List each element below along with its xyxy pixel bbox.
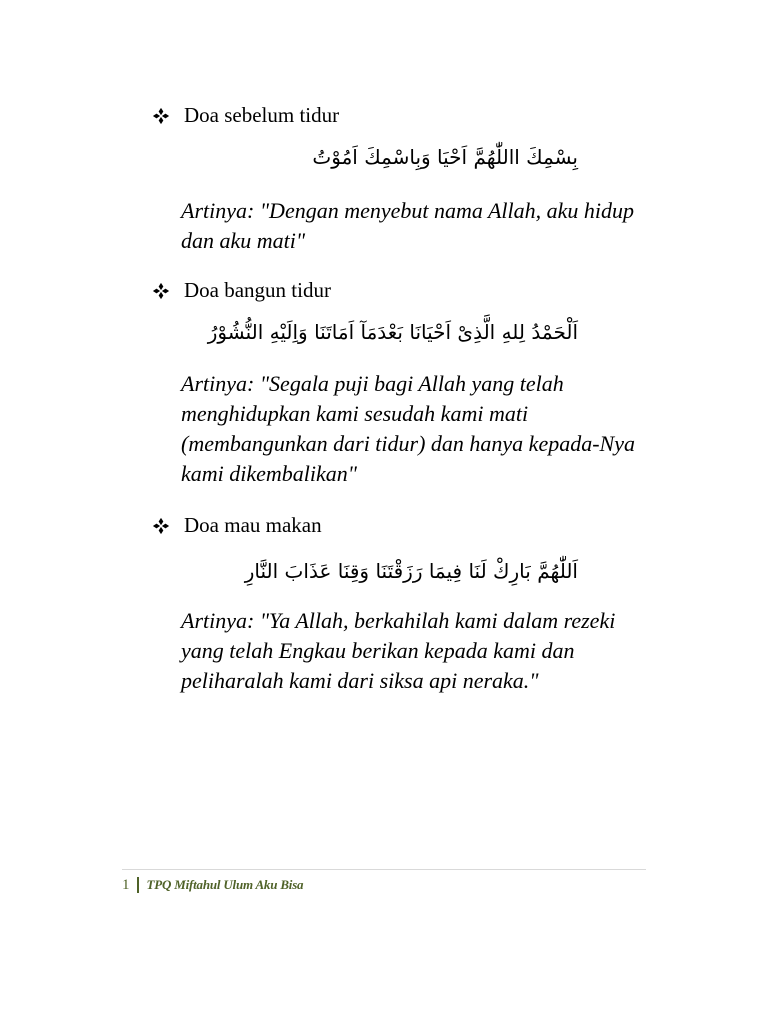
footer-divider (122, 869, 646, 870)
section-heading (152, 102, 339, 128)
arabic-prayer-text: اَلْحَمْدُ لِلهِ الَّذِىْ اَحْيَانَا بَعْدَمَآ اَمَاتَنَا وَاِلَيْهِ النُّشُوْرُ (207, 320, 578, 344)
diamond-bullet-icon (152, 104, 174, 126)
arabic-prayer-text: بِسْمِكَ االلّٰهُمَّ اَحْيَا وَبِاسْمِكَ اَمُوْتُ (312, 145, 578, 169)
footer-separator (137, 877, 139, 893)
section-heading-text: Doa mau makan (184, 513, 322, 537)
diamond-bullet-icon (152, 279, 174, 301)
page-number: 1 (122, 877, 130, 893)
page-footer (122, 875, 303, 895)
translation-text: Artinya: "Segala puji bagi Allah yang telah menghidupkan kami sesudah kami mati (membangunkan dari tidur) dan hanya kepada-Nya kami dikembalikan" (181, 371, 635, 486)
section-heading (152, 277, 331, 303)
translation-text: Artinya: "Ya Allah, berkahilah kami dalam rezeki yang telah Engkau berikan kepada kami dan peliharalah kami dari siksa api neraka." (181, 608, 616, 693)
translation-text: Artinya: "Dengan menyebut nama Allah, aku hidup dan aku mati" (181, 198, 635, 253)
section-heading (152, 512, 322, 538)
diamond-bullet-icon (152, 514, 174, 536)
footer-title: TPQ Miftahul Ulum Aku Bisa (146, 877, 304, 892)
section-heading-text: Doa bangun tidur (184, 278, 331, 302)
arabic-prayer-text: اَللّٰهُمَّ بَارِكْ لَنَا فِيمَا رَزَقْتَنَا وَقِنَا عَذَابَ النَّارِ (244, 559, 578, 583)
section-heading-text: Doa sebelum tidur (184, 103, 340, 127)
